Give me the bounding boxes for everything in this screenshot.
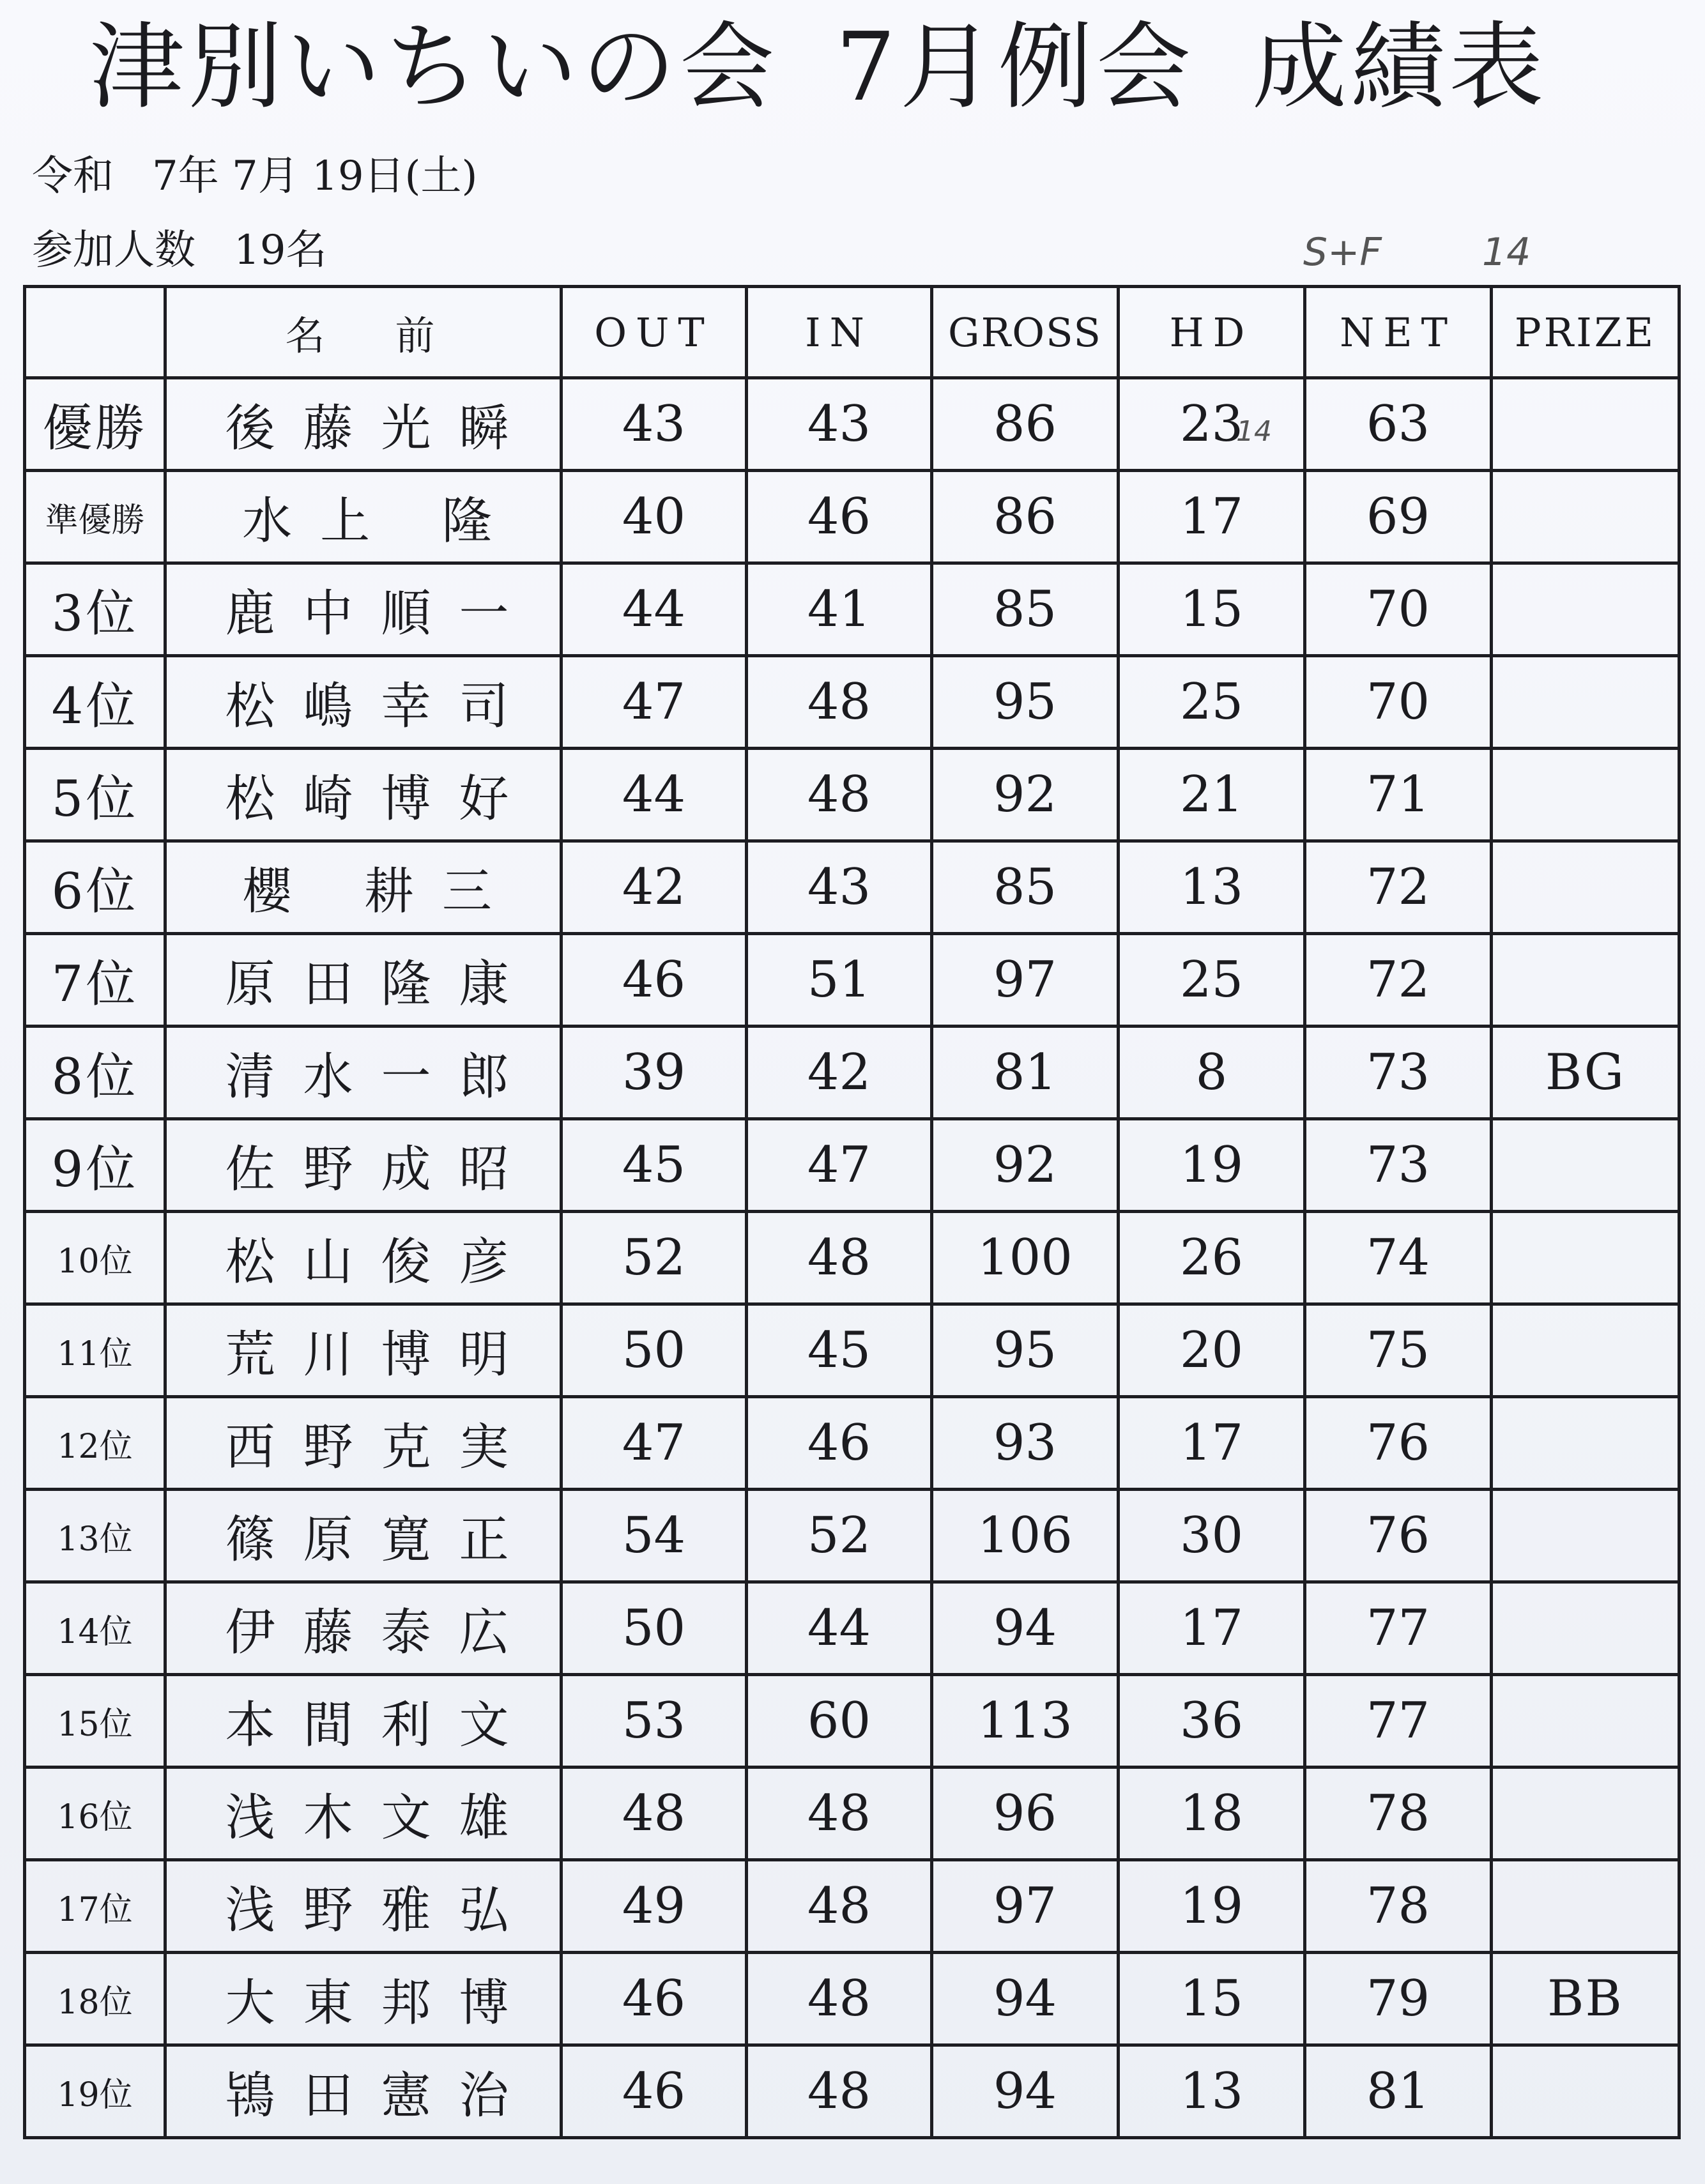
header-prize: PRIZE	[1492, 287, 1679, 378]
cell-in: 46	[747, 1397, 932, 1490]
cell-prize	[1492, 934, 1679, 1027]
cell-gross: 94	[932, 2045, 1119, 2138]
handwritten-note: 14	[1482, 230, 1531, 275]
table-row	[25, 1119, 1679, 1212]
cell-prize	[1492, 749, 1679, 841]
cell-out: 42	[562, 841, 747, 934]
table-row	[25, 471, 1679, 563]
cell-name: 荒川博明	[165, 1304, 562, 1397]
table-body	[25, 378, 1679, 2138]
cell-rank: 13位	[25, 1490, 165, 1582]
cell-out: 54	[562, 1490, 747, 1582]
header-net: NET	[1305, 287, 1492, 378]
cell-out: 44	[562, 749, 747, 841]
cell-net: 75	[1305, 1304, 1492, 1397]
table-row	[25, 563, 1679, 656]
cell-net: 72	[1305, 841, 1492, 934]
cell-prize	[1492, 1490, 1679, 1582]
cell-prize	[1492, 841, 1679, 934]
cell-in: 48	[747, 1768, 932, 1860]
cell-net: 63	[1305, 378, 1492, 471]
cell-out: 44	[562, 563, 747, 656]
header-name: 名前	[165, 287, 562, 378]
cell-name: 清水一郎	[165, 1027, 562, 1119]
cell-name: 西野克実	[165, 1397, 562, 1490]
header-gross: GROSS	[932, 287, 1119, 378]
cell-rank: 準優勝	[25, 471, 165, 563]
cell-gross: 92	[932, 749, 1119, 841]
cell-out: 43	[562, 378, 747, 471]
participants-value: 19名	[234, 227, 327, 274]
cell-net: 78	[1305, 1860, 1492, 1953]
cell-hd: 36	[1119, 1675, 1305, 1768]
participants-label: 参加人数	[32, 227, 195, 274]
cell-rank: 5位	[25, 749, 165, 841]
cell-rank: 11位	[25, 1304, 165, 1397]
cell-out: 40	[562, 471, 747, 563]
cell-rank: 優勝	[25, 378, 165, 471]
cell-net: 71	[1305, 749, 1492, 841]
cell-gross: 96	[932, 1768, 1119, 1860]
cell-out: 50	[562, 1304, 747, 1397]
table-row	[25, 1768, 1679, 1860]
cell-name: 松山俊彦	[165, 1212, 562, 1304]
cell-in: 48	[747, 749, 932, 841]
table-row	[25, 1582, 1679, 1675]
cell-prize	[1492, 1675, 1679, 1768]
cell-in: 60	[747, 1675, 932, 1768]
table-row	[25, 1953, 1679, 2045]
cell-in: 47	[747, 1119, 932, 1212]
cell-net: 73	[1305, 1119, 1492, 1212]
cell-name: 櫻 耕三	[165, 841, 562, 934]
cell-in: 52	[747, 1490, 932, 1582]
cell-hd: 25	[1119, 934, 1305, 1027]
cell-out: 47	[562, 656, 747, 749]
cell-rank: 7位	[25, 934, 165, 1027]
header-hd: HD	[1119, 287, 1305, 378]
cell-net: 81	[1305, 2045, 1492, 2138]
cell-net: 79	[1305, 1953, 1492, 2045]
cell-name: 浅野雅弘	[165, 1860, 562, 1953]
cell-gross: 93	[932, 1397, 1119, 1490]
cell-gross: 86	[932, 471, 1119, 563]
cell-gross: 85	[932, 841, 1119, 934]
cell-hd: 15	[1119, 1953, 1305, 2045]
cell-rank: 14位	[25, 1582, 165, 1675]
cell-out: 46	[562, 1953, 747, 2045]
results-table	[23, 285, 1681, 2139]
cell-prize: BB	[1492, 1953, 1679, 2045]
table-row	[25, 1675, 1679, 1768]
cell-rank: 18位	[25, 1953, 165, 2045]
cell-rank: 10位	[25, 1212, 165, 1304]
cell-gross: 86	[932, 378, 1119, 471]
title-event: 7月例会	[836, 12, 1195, 122]
table-row	[25, 1490, 1679, 1582]
table-row	[25, 1212, 1679, 1304]
cell-gross: 106	[932, 1490, 1119, 1582]
cell-hd: 17	[1119, 1582, 1305, 1675]
cell-hd: 30	[1119, 1490, 1305, 1582]
table-row	[25, 749, 1679, 841]
cell-prize	[1492, 378, 1679, 471]
cell-in: 48	[747, 656, 932, 749]
cell-prize	[1492, 2045, 1679, 2138]
cell-name: 原田隆康	[165, 934, 562, 1027]
cell-name: 鹿中順一	[165, 563, 562, 656]
cell-rank: 16位	[25, 1768, 165, 1860]
cell-prize	[1492, 1212, 1679, 1304]
cell-in: 43	[747, 378, 932, 471]
handwritten-note: 14	[1236, 415, 1272, 448]
cell-gross: 95	[932, 1304, 1119, 1397]
cell-out: 46	[562, 934, 747, 1027]
cell-rank: 9位	[25, 1119, 165, 1212]
cell-prize	[1492, 563, 1679, 656]
cell-rank: 6位	[25, 841, 165, 934]
title-doc: 成績表	[1252, 12, 1548, 122]
cell-out: 39	[562, 1027, 747, 1119]
cell-prize	[1492, 1582, 1679, 1675]
cell-prize	[1492, 656, 1679, 749]
header-rank	[25, 287, 165, 378]
cell-in: 42	[747, 1027, 932, 1119]
cell-net: 69	[1305, 471, 1492, 563]
table-row	[25, 378, 1679, 471]
cell-in: 48	[747, 1212, 932, 1304]
cell-name: 佐野成昭	[165, 1119, 562, 1212]
cell-gross: 97	[932, 1860, 1119, 1953]
table-row	[25, 934, 1679, 1027]
cell-hd: 20	[1119, 1304, 1305, 1397]
cell-rank: 19位	[25, 2045, 165, 2138]
cell-out: 46	[562, 2045, 747, 2138]
cell-name: 鴇田憲治	[165, 2045, 562, 2138]
cell-hd: 8	[1119, 1027, 1305, 1119]
event-date	[32, 151, 478, 202]
cell-net: 76	[1305, 1490, 1492, 1582]
cell-hd: 19	[1119, 1860, 1305, 1953]
cell-name: 本間利文	[165, 1675, 562, 1768]
cell-net: 77	[1305, 1675, 1492, 1768]
cell-out: 52	[562, 1212, 747, 1304]
cell-hd: 25	[1119, 656, 1305, 749]
cell-gross: 97	[932, 934, 1119, 1027]
cell-net: 70	[1305, 563, 1492, 656]
cell-gross: 92	[932, 1119, 1119, 1212]
cell-gross: 100	[932, 1212, 1119, 1304]
cell-in: 44	[747, 1582, 932, 1675]
date-value: 7年 7月 19日(土)	[152, 153, 478, 200]
cell-out: 50	[562, 1582, 747, 1675]
cell-hd: 17	[1119, 471, 1305, 563]
cell-in: 48	[747, 1953, 932, 2045]
cell-in: 43	[747, 841, 932, 934]
cell-name: 浅木文雄	[165, 1768, 562, 1860]
cell-net: 76	[1305, 1397, 1492, 1490]
handwritten-note: S+F	[1303, 230, 1382, 275]
cell-rank: 17位	[25, 1860, 165, 1953]
cell-name: 松嶋幸司	[165, 656, 562, 749]
cell-in: 51	[747, 934, 932, 1027]
cell-out: 49	[562, 1860, 747, 1953]
cell-hd: 26	[1119, 1212, 1305, 1304]
cell-net: 77	[1305, 1582, 1492, 1675]
table-row	[25, 1304, 1679, 1397]
page-title	[89, 6, 1648, 128]
cell-hd: 17	[1119, 1397, 1305, 1490]
table-row	[25, 1027, 1679, 1119]
cell-in: 48	[747, 1860, 932, 1953]
header-out: OUT	[562, 287, 747, 378]
cell-gross: 81	[932, 1027, 1119, 1119]
cell-rank: 12位	[25, 1397, 165, 1490]
cell-prize	[1492, 1768, 1679, 1860]
cell-name: 大東邦博	[165, 1953, 562, 2045]
cell-in: 41	[747, 563, 932, 656]
cell-name: 松崎博好	[165, 749, 562, 841]
cell-prize	[1492, 1304, 1679, 1397]
cell-name: 篠原寛正	[165, 1490, 562, 1582]
cell-net: 78	[1305, 1768, 1492, 1860]
participant-count	[32, 225, 326, 276]
table-row	[25, 1397, 1679, 1490]
cell-rank: 3位	[25, 563, 165, 656]
cell-net: 73	[1305, 1027, 1492, 1119]
table-row	[25, 1860, 1679, 1953]
cell-hd: 13	[1119, 841, 1305, 934]
cell-net: 72	[1305, 934, 1492, 1027]
cell-prize	[1492, 1860, 1679, 1953]
cell-hd: 21	[1119, 749, 1305, 841]
table-row	[25, 2045, 1679, 2138]
cell-rank: 15位	[25, 1675, 165, 1768]
cell-in: 46	[747, 471, 932, 563]
cell-rank: 8位	[25, 1027, 165, 1119]
cell-out: 48	[562, 1768, 747, 1860]
date-era: 令和	[32, 153, 114, 200]
cell-hd: 19	[1119, 1119, 1305, 1212]
cell-prize: BG	[1492, 1027, 1679, 1119]
cell-gross: 95	[932, 656, 1119, 749]
cell-prize	[1492, 471, 1679, 563]
cell-out: 45	[562, 1119, 747, 1212]
cell-gross: 94	[932, 1953, 1119, 2045]
cell-gross: 94	[932, 1582, 1119, 1675]
cell-gross: 85	[932, 563, 1119, 656]
cell-in: 45	[747, 1304, 932, 1397]
cell-out: 47	[562, 1397, 747, 1490]
cell-hd: 18	[1119, 1768, 1305, 1860]
cell-name: 後藤光瞬	[165, 378, 562, 471]
cell-in: 48	[747, 2045, 932, 2138]
table-header-row	[25, 287, 1679, 378]
cell-hd: 13	[1119, 2045, 1305, 2138]
cell-rank: 4位	[25, 656, 165, 749]
table-row	[25, 656, 1679, 749]
title-club: 津別いちいの会	[89, 12, 778, 122]
cell-hd: 15	[1119, 563, 1305, 656]
cell-name: 伊藤泰広	[165, 1582, 562, 1675]
table-row	[25, 841, 1679, 934]
cell-prize	[1492, 1397, 1679, 1490]
cell-out: 53	[562, 1675, 747, 1768]
cell-name: 水上 隆	[165, 471, 562, 563]
cell-net: 70	[1305, 656, 1492, 749]
cell-prize	[1492, 1119, 1679, 1212]
cell-hd: 23	[1119, 378, 1305, 471]
cell-net: 74	[1305, 1212, 1492, 1304]
header-in: IN	[747, 287, 932, 378]
cell-gross: 113	[932, 1675, 1119, 1768]
